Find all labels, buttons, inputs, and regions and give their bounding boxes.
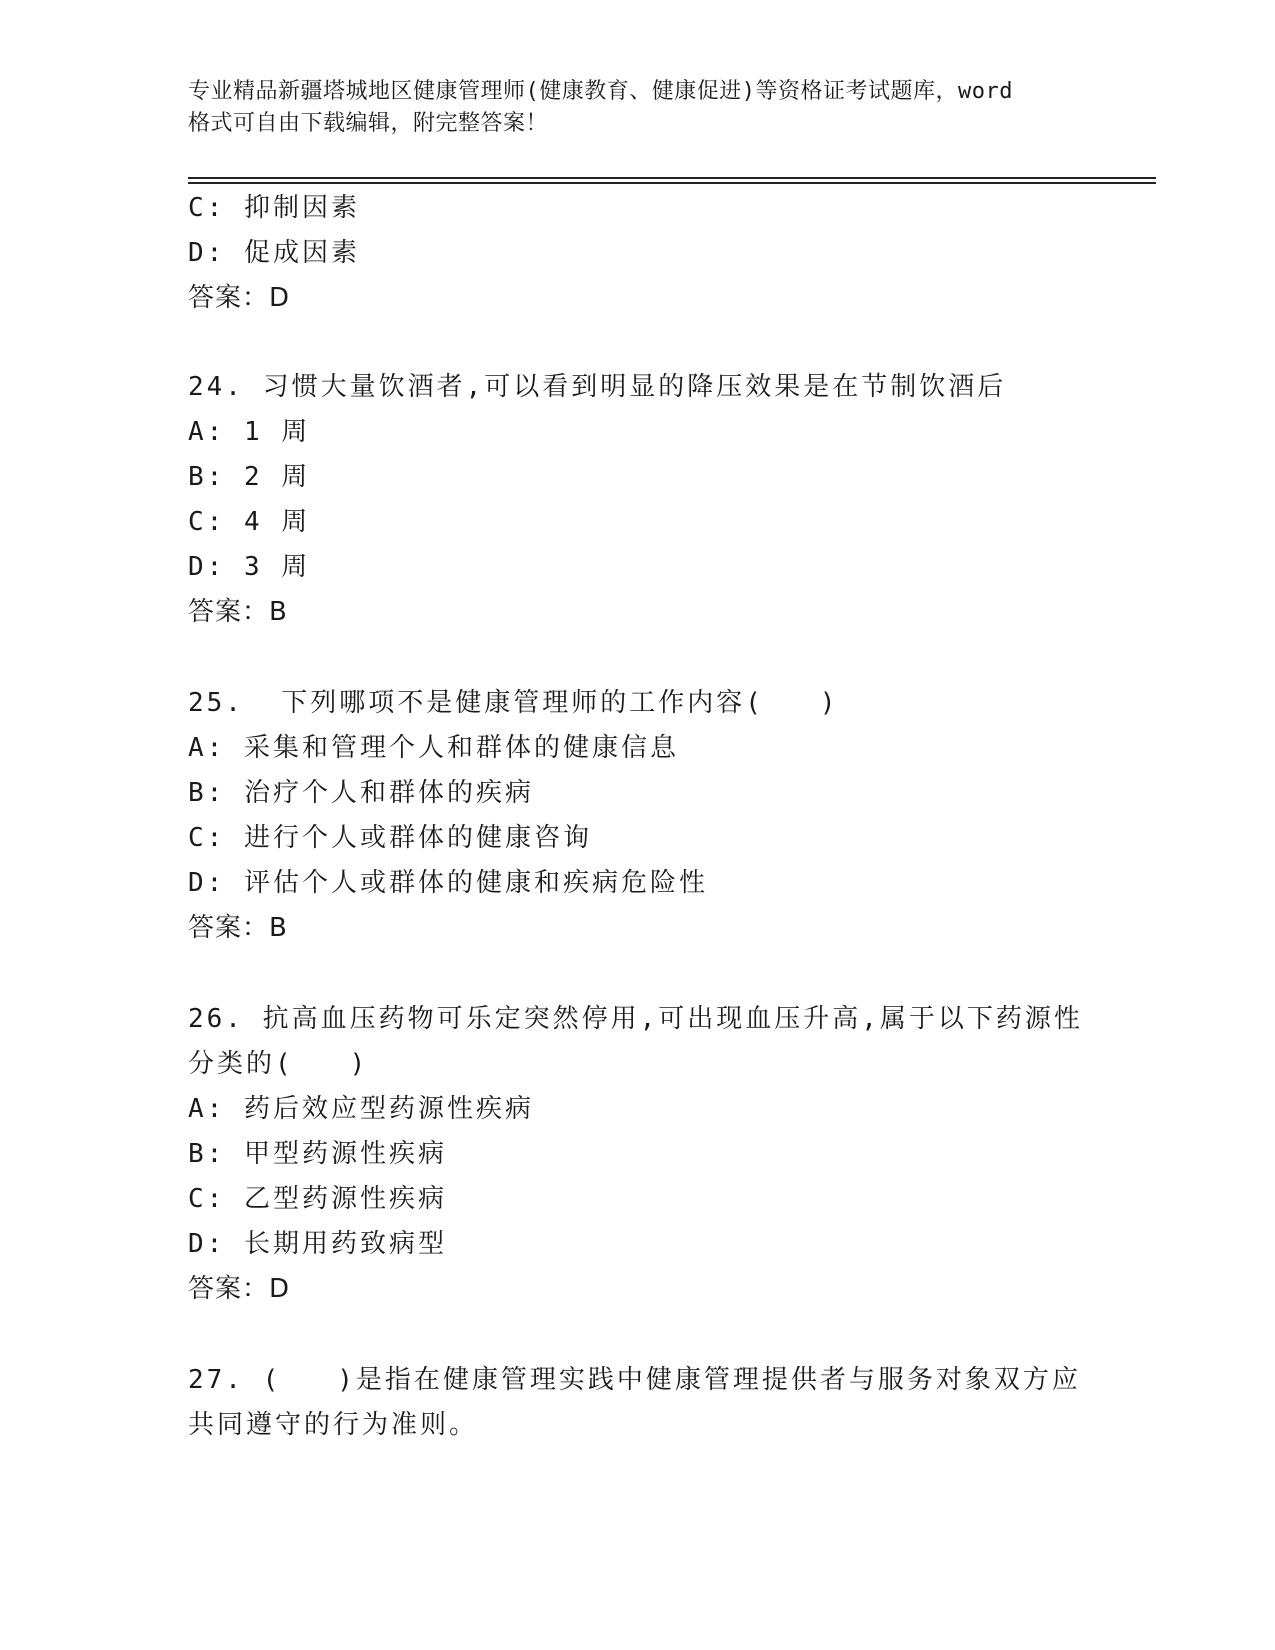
q26-option-d: D: 长期用药致病型 [188, 1229, 447, 1259]
q25-option-b: B: 治疗个人和群体的疾病 [188, 778, 534, 808]
q24-option-d: D: 3 周 [188, 552, 311, 582]
document-header [188, 76, 1088, 140]
q26-answer: 答案：D [188, 1274, 291, 1304]
q25-stem: 25. 下列哪项不是健康管理师的工作内容( ) [188, 688, 839, 718]
q24-option-a: A: 1 周 [188, 417, 311, 447]
q26-stem-line-2: 分类的( ) [188, 1049, 369, 1079]
q26-stem-line-1: 26. 抗高血压药物可乐定突然停用,可出现血压升高,属于以下药源性 [188, 1004, 1083, 1034]
q24-option-b: B: 2 周 [188, 462, 311, 492]
prev-option-c: C: 抑制因素 [188, 193, 360, 223]
q26-option-c: C: 乙型药源性疾病 [188, 1184, 447, 1214]
q25-option-d: D: 评估个人或群体的健康和疾病危险性 [188, 868, 708, 898]
q25-option-c: C: 进行个人或群体的健康咨询 [188, 823, 592, 853]
header-divider-bottom [188, 182, 1156, 184]
q25-option-a: A: 采集和管理个人和群体的健康信息 [188, 733, 679, 763]
q26-option-a: A: 药后效应型药源性疾病 [188, 1094, 534, 1124]
q24-option-c: C: 4 周 [188, 507, 311, 537]
header-line-2: 格式可自由下载编辑，附完整答案！ [188, 111, 549, 136]
q24-answer: 答案：B [188, 597, 288, 627]
q27-stem-line-2: 共同遵守的行为准则。 [188, 1410, 479, 1440]
q27-stem-line-1: 27. ( )是指在健康管理实践中健康管理提供者与服务对象双方应 [188, 1365, 1081, 1395]
q26-option-b: B: 甲型药源性疾病 [188, 1139, 447, 1169]
q25-answer: 答案：B [188, 913, 288, 943]
q24-stem: 24. 习惯大量饮酒者,可以看到明显的降压效果是在节制饮酒后 [188, 372, 1007, 402]
header-line-1: 专业精品新疆塔城地区健康管理师(健康教育、健康促进)等资格证考试题库，word [188, 79, 1013, 104]
header-divider-top [188, 177, 1156, 179]
prev-option-d: D: 促成因素 [188, 238, 360, 268]
prev-answer: 答案：D [188, 283, 291, 313]
